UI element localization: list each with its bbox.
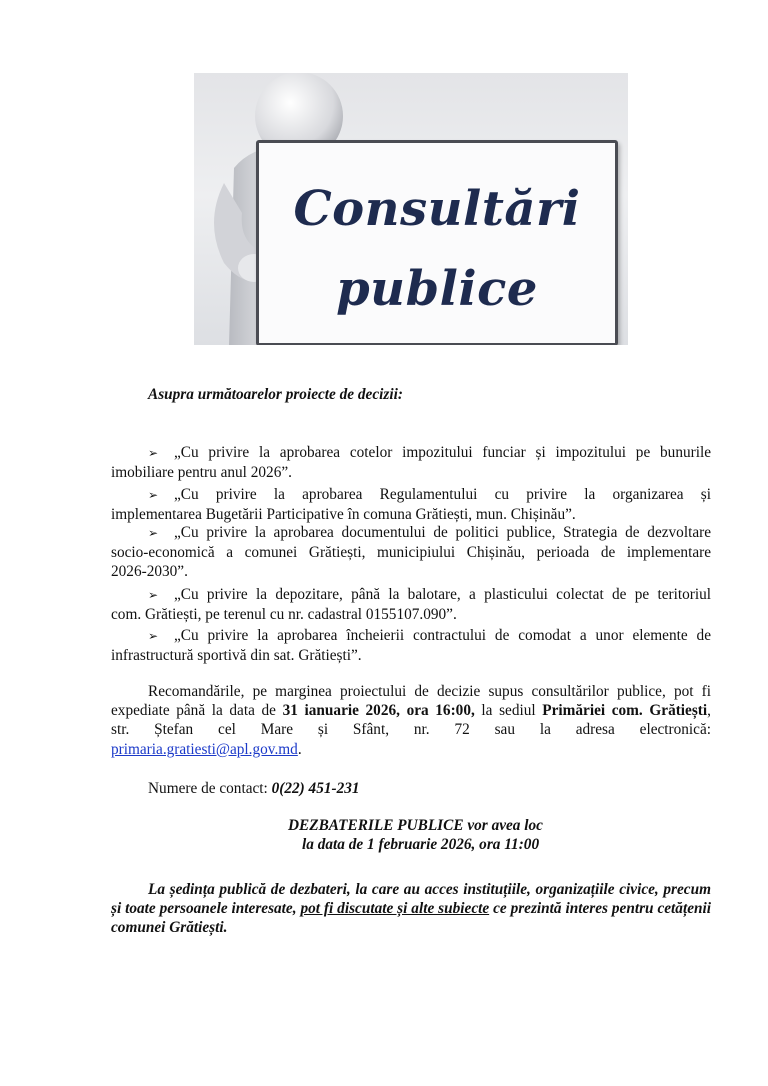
recommendations-text: , xyxy=(707,702,711,720)
decision-item-line: „Cu privire la aprobarea cotelor impozitului funciar și impozitului pe bunurile xyxy=(174,444,711,461)
final-text: ce prezintă interes pentru cetățenii xyxy=(489,900,712,918)
contact-label: Numere de contact: xyxy=(148,780,272,797)
decision-item-line: „Cu privire la aprobarea documentului de politici publice, Strategia de dezvoltare xyxy=(174,524,711,541)
office-location: Primăriei com. Grătiești xyxy=(542,702,708,720)
final-underlined-text: pot fi discutate și alte subiecte xyxy=(300,900,490,918)
sign-title-line-1: Consultări xyxy=(293,181,581,237)
intro-heading: Asupra următoarelor proiecte de decizii: xyxy=(148,386,403,403)
decision-item-line: „Cu privire la aprobarea Regulamentului cu privire la organizarea și xyxy=(174,486,711,503)
decision-item-line: com. Grătiești, pe terenul cu nr. cadastral 0155107.090”. xyxy=(111,606,457,624)
final-line: La ședința publică de dezbateri, la care au acces instituțiile, organizațiile civice, precum xyxy=(148,881,711,898)
recommendations-text: expediate până la data de xyxy=(111,702,283,720)
decision-item-line: „Cu privire la depozitare, până la balotare, a plasticului colectat de pe teritoriul xyxy=(174,586,711,603)
final-paragraph xyxy=(111,880,711,938)
decision-item xyxy=(111,443,711,482)
recommendations-paragraph xyxy=(111,682,711,759)
decision-item-line: imobiliare pentru anul 2026”. xyxy=(111,464,292,482)
contact-phone-number: 0(22) 451-231 xyxy=(271,780,360,797)
sign-title-line-2: publice xyxy=(336,261,538,317)
decision-item-line: infrastructură sportivă din sat. Grătiești”. xyxy=(111,647,362,665)
recommendations-text: la sediul xyxy=(474,702,543,720)
recommendations-text: . xyxy=(297,740,302,758)
email-link[interactable]: primaria.gratiesti@apl.gov.md xyxy=(111,740,298,758)
decision-item-line: „Cu privire la aprobarea încheierii contractului de comodat a unor elemente de xyxy=(174,627,711,644)
debate-announcement-line-1: DEZBATERILE PUBLICE vor avea loc xyxy=(288,817,543,834)
recommendations-line: Recomandările, pe marginea proiectului de decizie supus consultărilor publice, pot fi xyxy=(148,683,711,700)
decision-item-line: implementarea Bugetării Participative în comuna Grătiești, mun. Chișinău”. xyxy=(111,506,576,524)
final-text: și toate persoanele interesate, xyxy=(111,900,301,918)
deadline-date: 31 ianuarie 2026, ora 16:00, xyxy=(282,702,475,720)
arrow-bullet-icon: ➢ xyxy=(148,526,159,540)
arrow-bullet-icon: ➢ xyxy=(148,446,159,460)
decision-item xyxy=(111,485,711,524)
decision-item xyxy=(111,523,711,582)
final-line: comunei Grătiești. xyxy=(111,919,228,937)
arrow-bullet-icon: ➢ xyxy=(148,488,159,502)
arrow-bullet-icon: ➢ xyxy=(148,629,159,643)
debate-announcement-line-2: la data de 1 februarie 2026, ora 11:00 xyxy=(302,836,540,853)
decision-item xyxy=(111,626,711,665)
recommendations-line: str. Ștefan cel Mare și Sfânt, nr. 72 sau la adresa electronică: xyxy=(111,721,711,739)
sign-board xyxy=(256,140,618,345)
contact-line xyxy=(148,779,360,798)
arrow-bullet-icon: ➢ xyxy=(148,588,159,602)
consultari-publice-banner xyxy=(194,73,628,345)
decision-item-line: socio-economică a comunei Grătiești, municipiului Chișinău, perioada de implementare xyxy=(111,544,711,562)
decision-item xyxy=(111,585,711,624)
decision-item-line: 2026-2030”. xyxy=(111,563,188,581)
